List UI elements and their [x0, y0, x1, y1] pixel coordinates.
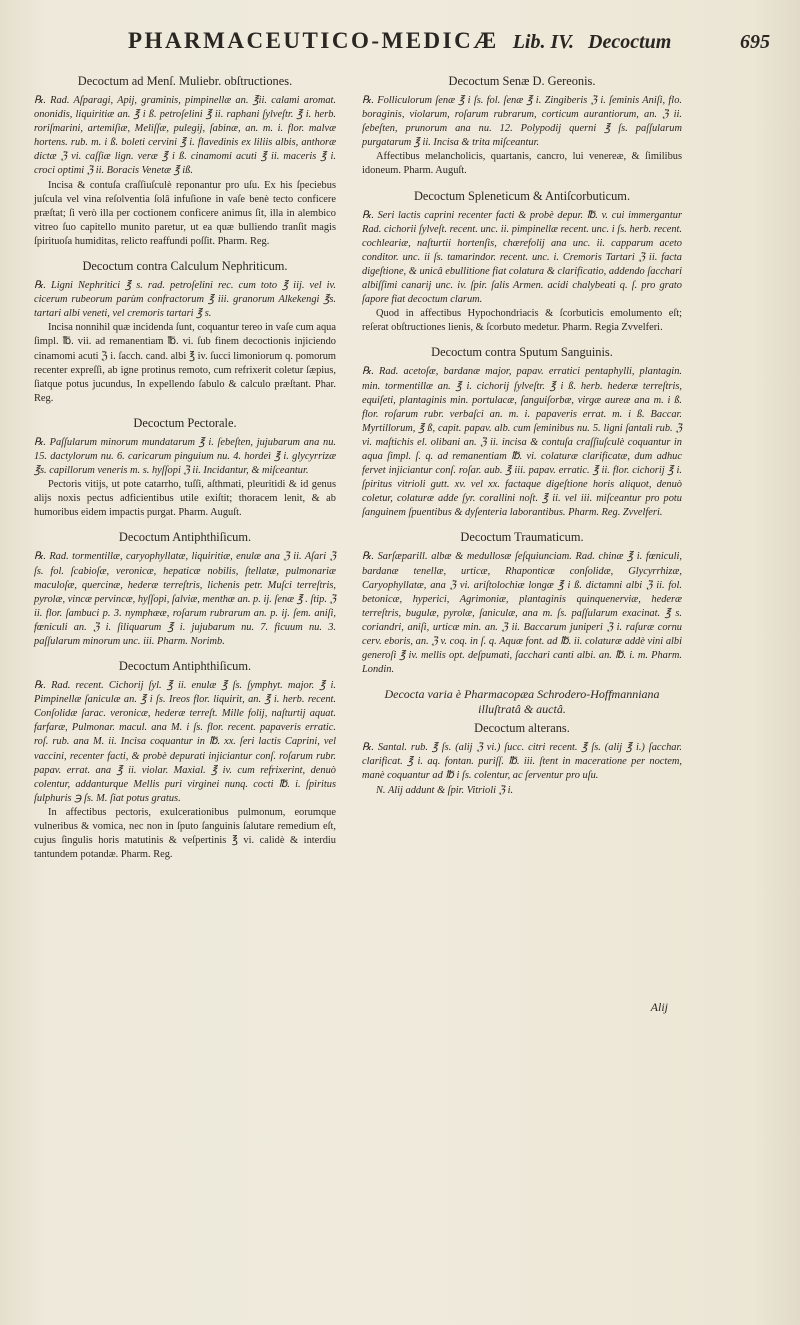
recipe-section: [34, 74, 336, 249]
recipe-title: Decoctum contra Calculum Nephriticum.: [82, 259, 288, 274]
recipe-note: N. Alij addunt & ſpir. Vitrioli ℨ i.: [376, 784, 514, 796]
recipe-text: ℞. Sarſæparill. albæ & medullosæ ſeſquiunciam. Rad. chinæ ℥ i. fœniculi, bardanæ tenellæ, urticæ, Rhaponticæ conſolidæ, Glycyrrhizæ, Caryophyllatæ, ana ℨ vi. ariſtolochiæ longæ ℥ i ß. dictamni albi ℨ ii. fol. betonicæ, hyperici, Agrimoniæ, plantaginis quinquenerviæ, hederæ terreſtris, bugulæ, pyrolæ, ſaniculæ, ana m. ſs. paſſularum exacinat. ℥ s. coriandri, aniſi, urticæ min. an. ℨ ii. Baccarum juniperi ℨ i. raſuræ cornu cerv. eboris, an. ℨ v. coq. in ſ. q. Aquæ font. ad ℔. ii. colaturæ addè vini albi generoſi ℥ iv. mellis opt. deſpumati, ſacchari canti albi. an. ℔. i. m. Pharm. Londin.: [362, 551, 682, 676]
recipe-note: Quod in affectibus Hypochondriacis & ſcorbuticis emolumento eſt; reſerat obſtructiones lienis, & ſcorbuto medetur. Pharm. Regia Zvvelferi.: [362, 308, 682, 334]
section-reference: Decoctum: [588, 31, 672, 53]
recipe-text: ℞. Ligni Nephritici ℥ s. rad. petroſelini rec. cum toto ℥ iij. vel iv. cicerum rubeorum parùm confractorum ℥ iii. granorum Alkekengi ℥s. tartari albi veneti, vel cremoris tartari ℥ s.: [34, 280, 336, 320]
recipe-text: ℞. Rad. recent. Cichorij ſyl. ℥ ii. enulæ ℥ ſs. ſymphyt. major. ℥ i. Pimpinellæ ſaniculæ an. ℥ i ſs. Ireos flor. liquirit, an. ℥ i. herb. recent. Conſolidæ ſarac. veronicæ, hederæ terreſt. Mille folij, naſturtij aquat. farfaræ, Pulmonar. macul. ana M. i ſs. flor. recent. papaveris erratic. roſ. rub. ana M. ii. Incisa coquantur in ℔. xx. ſeri lactis Caprini, vel vaccini, recenter facti, & probè depurati injiciantur conſ. roſarum rubr. papav. errat. ana ℥ ii. violar. Maxial. ℥ iv. cum refrixerint, denuò colentur, addanturque Mellis puri virginei nunq. cocti ℔. i. ſpiritus ſulphuris ℈ ſs. M. ſiat potus gratus.: [34, 680, 336, 804]
recipe-section: [362, 687, 682, 797]
recipe-text: ℞. Santal. rub. ℥ ſs. (alij ℨ vi.) ſucc. citri recent. ℥ ſs. (alij ℥ i.) ſacchar. clarificat. ℥ i. aq. fontan. puriſſ. ℔. iii. ſtent in maceratione per noctem, manè coquantur ad ℔ i ſs. colentur, ac ſerventur pro uſu.: [362, 742, 682, 782]
left-column: [34, 70, 336, 868]
recipe-section: [34, 416, 336, 521]
recipe-title: Decoctum Pectorale.: [133, 415, 237, 430]
book-reference: Lib. IV.: [512, 31, 575, 53]
recipe-text: ℞. Rad. acetoſæ, bardanæ major, papav. erratici pentaphylli, plantagin. min. tormentillæ an. ℥ i. cichorij ſylveſtr. ℥ i ß. herb. hederæ terreſtris, equiſeti, plantaginis min. portulacæ, ſanguiſorbæ, virgæ aureæ ana m. i ß. flor. roſarum rubr. verbaſci an. m. i. papaveris errat. m. i ß. Baccar. Myrtillorum, ℥ ß, capit. papav. alb. cum ſeminibus nu. 5. ligni ſantali rub. ℨ vi. maſtichis el. olibani an. ℨ ii. incisa & contuſa craſſiuſculè coquantur in aqua ſimpl. ſ. q. ad remanentiam ℔. vi. colaturæ clarificatæ, dum adhuc fervet injiciantur conſ. roſar. aub. ℥ iii. papav. erratic. ℥ ii. flor. cichorij ℥ i. ſpiritus vitrioli gutt. xv. vel xx. factaque digeſtione horis aliquot, denuò coletur, colaturæ adde ſyr. corallini noſt. ℥ ii. vel iii. miſceantur pro potu ſanguinem ſpuentibus & dyſenteria laborantibus. Pharm. Reg. Zvvelferi.: [362, 366, 682, 519]
recipe-text: ℞. Rad. Aſparagi, Apij, graminis, pimpinellæ an. ℥ii. calami aromat. ononidis, liquiritiæ an. ℥ i ß. petroſelini ℥ ii. raphani ſylveſtr. ℥ i. herb. roriſmarini, artemiſiæ, Meliſſæ, pulegij, ſabinæ, an. m. i. flor. malvæ hortens. rub. m. i ß. boleti cervini ℥ i. flavedinis ex liliis albis, anthoræ dictæ ℨ vi. caſſiæ lign. veræ ℥ i ß. cinamomi acuti ℥ ii. maceris ℥ i. croci optimi ℨ ii. Boracis Venetæ ℥ iß.: [34, 95, 336, 177]
page-number: 695: [740, 31, 770, 53]
right-column: [362, 70, 682, 804]
recipe-section: [362, 74, 682, 179]
recipe-note: Affectibus melancholicis, quartanis, cancro, lui venereæ, & ſimilibus idoneum. Pharm. Auguſt.: [362, 151, 682, 177]
recipe-note: Incisa nonnihil quæ incidenda ſunt, coquantur tereo in vaſe cum aqua ſimpl. ℔. vii. ad remanentiam ℔. vi. ſub finem decoctionis injiciendo cinamomi acuti ℨ i. ſacch. cand. albi ℥ iv. ſucci limoniorum q. pomorum recenter expreſſi, ab igne protinus remoto, cum refrixerit coletur ſæpius, ſiatque potus jucundus, In expellendo ſabulo & calculo præſtant. Phar. Reg.: [34, 322, 336, 404]
recipe-section: [362, 530, 682, 677]
catchword: Alij: [650, 1000, 668, 1014]
recipe-section: [34, 259, 336, 406]
running-header: [128, 28, 770, 62]
recipe-note: Pectoris vitijs, ut pote catarrho, tuſſi, aſthmati, pleuritidi & id genus alijs noxis pectus adficientibus utile exiſtit; thoracem lenit, & ab humoribus eidem impactis purgat. Pharm. Auguſt.: [34, 479, 336, 519]
recipe-note: Incisa & contuſa craſſiuſculè reponantur pro uſu. Ex his ſpeciebus juſcula vel vina reſolventia ſolâ infuſione in vaſe benè tecto conficere præſtat; ſi verò illa per coctionem conficere animus ſit, illa in alembico vitreo ſuo capitello munito paretur, ut ea quæ bulliendo tranſit magis ſpirituoſa humiditas, relicto reaffundi poſſit. Pharm. Reg.: [34, 179, 336, 247]
chapter-heading: Decocta varia è Pharmacopæa Schrodero-Hoffmanniana illuſtratâ & auctâ.: [384, 687, 660, 717]
recipe-title: Decoctum ad Menſ. Muliebr. obſtructiones.: [77, 74, 293, 88]
recipe-title: Decoctum contra Sputum Sanguinis.: [431, 345, 613, 360]
recipe-title: Decoctum Traumaticum.: [460, 530, 584, 545]
recipe-text: ℞. Rad. tormentillæ, caryophyllatæ, liquiritiæ, enulæ ana ℨ ii. Aſari ℨ ſs. fol. ſcabioſæ, veronicæ, hepaticæ nobilis, ſtellatæ, pulmonariæ maculoſæ, quercinæ, hederæ terreſtris, lichenis petr. Muſci terreſtris, pyrolæ, vincæ pervincæ, hyſſopi, ſalviæ, menthæ an. p. ij. ſenæ ℥ . ſtip. ℨ ii. flor. ſambuci p. 3. nymphææ, roſarum rubrarum an. p. ij. ſem. aniſi, fœniculi an. ℨ i. ſiliquarum ℥ i. jujubarum nu. 7. ficuum nu. 3. paſſularum minorum unc. iii. Pharm. Norimb.: [34, 551, 336, 647]
running-title: PHARMACEUTICO-MEDICÆ: [128, 28, 499, 53]
recipe-text: ℞. Paſſularum minorum mundatarum ℥ i. ſebeſten, jujubarum ana nu. 15. dactylorum nu. 6. caricarum pinguium nu. 4. hordeì ℥ i. glycyrrizæ ℥s. capillorum veneris m. s. hyſſopi ℨ ii. Incidantur, & miſceantur.: [34, 436, 336, 477]
recipe-title: Decoctum alterans.: [474, 721, 570, 736]
recipe-section: [34, 530, 336, 649]
recipe-section: [34, 659, 336, 862]
recipe-note: In affectibus pectoris, exulcerationibus pulmonum, eorumque vulneribus & vomica, nec non in ſputo ſanguinis ſalutare remedium eſt, cujus ſingulis horis matutinis & veſpertinis ℥ vi. calidè & interdiu tantundem potandæ. Pharm. Reg.: [34, 806, 336, 861]
recipe-title: Decoctum Antiphthiſicum.: [118, 530, 252, 545]
recipe-title: Decoctum Antiphthiſicum.: [118, 659, 252, 674]
recipe-text: ℞. Folliculorum ſenæ ℥ i ſs. fol. ſenæ ℥ i. Zingiberis ℨ i. ſeminis Aniſi, flo. boraginis, violarum, roſarum rubrarum, corticum aurantiorum, an. ℨ ii. ſebeſten, prunorum ana nu. 12. Polypodij querni ℥ ſs. paſſularum purgatarum ℥ ii. Incisa & trita miſceantur.: [362, 95, 682, 149]
recipe-title: Decoctum Spleneticum & Antiſcorbuticum.: [413, 188, 631, 203]
recipe-section: [362, 345, 682, 520]
recipe-section: [362, 189, 682, 336]
recipe-text: ℞. Seri lactis caprini recenter facti & probè depur. ℔. v. cui immergantur Rad. cichorii ſylveſt. recent. unc. ii. pimpinellæ recent. unc. i ſs. herb. recent. cochleariæ, naſturtii hortenſis, chærefolij ana unc. ii. capparum aceto conditor. unc. ii ſs. tamarindor. recent. unc. i. Cremoris Tartari ℨ ii. facta digeſtione, & unicâ ebullitione fiat colatura & clarificatio, addendo ſacchari albiſſimi canarij unc. iv. ſpir. ſalis Armen. acidi chalybeati q. ſ. pro grato ſapore fiat decoctum clarum.: [362, 209, 682, 306]
recipe-title: Decoctum Senæ D. Gereonis.: [448, 74, 596, 88]
